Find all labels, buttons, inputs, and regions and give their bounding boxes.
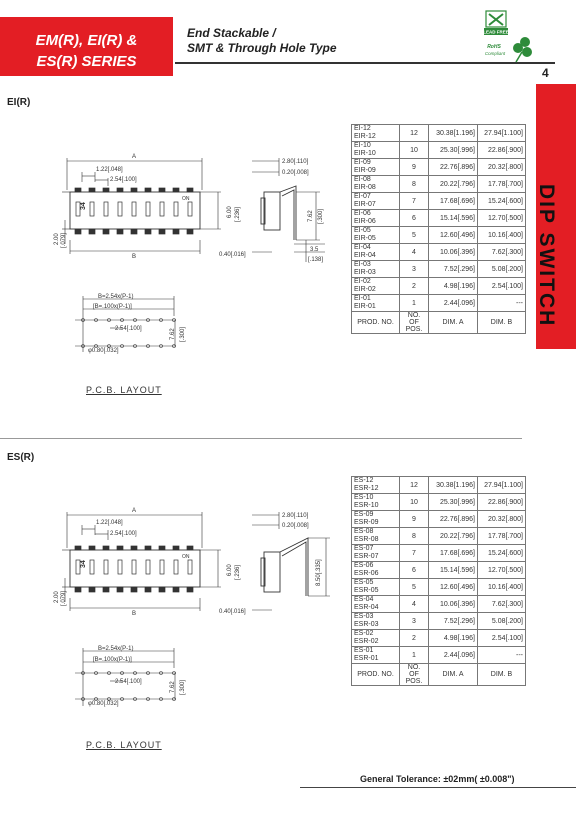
- header-positions: NO. OF POS.: [400, 664, 429, 686]
- prod-no: EIR-05: [354, 235, 376, 242]
- dim-a-cell: 20.22[.796]: [429, 176, 478, 193]
- es-dim-pitch-offset: 1.22[.048]: [96, 520, 123, 526]
- positions-cell: 10: [400, 142, 429, 159]
- ei-pcb-layout-label: P.C.B. LAYOUT: [86, 385, 162, 395]
- positions-cell: 2: [400, 630, 429, 647]
- header-dim-b: DIM. B: [478, 664, 526, 686]
- positions-cell: 10: [400, 494, 429, 511]
- compliant-text: Compliant: [484, 51, 506, 56]
- dim-a-cell: 4.98[.196]: [429, 278, 478, 295]
- dim-b-cell: 5.08[.200]: [478, 261, 526, 278]
- prod-no: ESR-04: [354, 604, 379, 611]
- positions-cell: 3: [400, 261, 429, 278]
- ei-pcb-row-spacing: 7.62: [170, 328, 176, 340]
- prod-no: ES-03: [354, 613, 374, 620]
- prod-no: EI-05: [354, 227, 371, 234]
- dim-b-cell: 17.78[.700]: [478, 176, 526, 193]
- dim-a-cell: 7.52[.296]: [429, 261, 478, 278]
- dim-b-cell: 7.62[.300]: [478, 244, 526, 261]
- prod-no: ES-07: [354, 545, 374, 552]
- prod-no: ES-04: [354, 596, 374, 603]
- prod-no: EI-04: [354, 244, 371, 251]
- positions-cell: 1: [400, 295, 429, 312]
- page-number: 4: [542, 66, 549, 80]
- prod-no: ESR-09: [354, 519, 379, 526]
- ei-pcb-hole: φ0.80[.032]: [88, 348, 119, 354]
- side-tab-label: DIP SWITCH: [535, 184, 558, 328]
- ei-dim-pin-length-in: [.138]: [308, 257, 324, 263]
- dim-b-cell: ---: [478, 647, 526, 664]
- ei-dim-standoff-in: [.079]: [61, 232, 67, 248]
- positions-cell: 5: [400, 579, 429, 596]
- es-dim-height: 6.00: [227, 564, 233, 576]
- prod-no: EI-12: [354, 125, 371, 132]
- ei-dim-side-tolerance: 0.20[.008]: [282, 170, 309, 176]
- dim-b-cell: 20.32[.800]: [478, 511, 526, 528]
- es-pcb-layout-label: P.C.B. LAYOUT: [86, 740, 162, 750]
- dim-b-cell: 15.24[.600]: [478, 193, 526, 210]
- prod-no: ES-01: [354, 647, 374, 654]
- es-on-label: ON: [182, 554, 190, 560]
- general-tolerance: General Tolerance: ±02mm( ±0.008"): [360, 774, 515, 784]
- ei-dim-pitch: 2.54[.100]: [110, 177, 137, 183]
- ei-on-label: ON: [182, 196, 190, 202]
- dim-a-cell: 15.14[.596]: [429, 210, 478, 227]
- dim-a-cell: 4.98[.196]: [429, 630, 478, 647]
- prod-no: ESR-01: [354, 655, 379, 662]
- positions-cell: 7: [400, 193, 429, 210]
- prod-no: EI-02: [354, 278, 371, 285]
- ei-dim-side-width: 2.80[.110]: [282, 159, 309, 165]
- dim-a-cell: 30.38[1.196]: [429, 125, 478, 142]
- prod-no: ES-09: [354, 511, 374, 518]
- prod-no: EIR-04: [354, 252, 376, 259]
- positions-cell: 2: [400, 278, 429, 295]
- es-dim-lead-thickness: 0.40[.016]: [219, 609, 246, 615]
- dim-b-cell: 20.32[.800]: [478, 159, 526, 176]
- dim-a-cell: 2.44[.096]: [429, 295, 478, 312]
- positions-cell: 4: [400, 596, 429, 613]
- ei-dim-b: B: [131, 254, 137, 260]
- positions-cell: 4: [400, 244, 429, 261]
- es-dim-side-tolerance: 0.20[.008]: [282, 523, 309, 529]
- dim-a-cell: 30.38[1.196]: [429, 477, 478, 494]
- dim-b-cell: 2.54[.100]: [478, 630, 526, 647]
- prod-no: ES-08: [354, 528, 374, 535]
- header-dim-b: DIM. B: [478, 312, 526, 334]
- rohs-text: RoHS: [487, 44, 501, 50]
- es-dim-height-in: [.236]: [235, 564, 241, 580]
- dim-a-cell: 22.76[.896]: [429, 511, 478, 528]
- prod-no: EI-07: [354, 193, 371, 200]
- ei-pcb-formula: B=2.54x(P-1): [98, 294, 134, 300]
- dim-a-cell: 25.30[.996]: [429, 142, 478, 159]
- dim-a-cell: 17.68[.696]: [429, 193, 478, 210]
- ei-dim-a: A: [131, 154, 137, 160]
- dim-b-cell: 12.70[.500]: [478, 210, 526, 227]
- dim-b-cell: 15.24[.600]: [478, 545, 526, 562]
- positions-cell: 8: [400, 176, 429, 193]
- dim-b-cell: 10.16[.400]: [478, 579, 526, 596]
- ei-dim-lead-span: 7.62: [308, 210, 314, 222]
- ei-dim-lead-span-in: [.300]: [318, 208, 324, 224]
- prod-no: ES-10: [354, 494, 374, 501]
- prod-no: EIR-10: [354, 150, 376, 157]
- dim-b-cell: 27.94[1.100]: [478, 477, 526, 494]
- dim-a-cell: 22.76[.896]: [429, 159, 478, 176]
- prod-no: EIR-09: [354, 167, 376, 174]
- positions-cell: 7: [400, 545, 429, 562]
- prod-no: EIR-06: [354, 218, 376, 225]
- prod-no: EIR-03: [354, 269, 376, 276]
- es-dim-side-width: 2.80[.110]: [282, 513, 309, 519]
- prod-no: EIR-02: [354, 286, 376, 293]
- ei-dim-pin-length: 3.5: [310, 247, 319, 253]
- es-dim-lead-span: 8.50[.335]: [316, 559, 322, 586]
- dim-a-cell: 7.52[.296]: [429, 613, 478, 630]
- footer-rule: [300, 787, 576, 788]
- es-dim-standoff-in: [.079]: [61, 590, 67, 606]
- header-prod-no: PROD. NO.: [352, 664, 400, 686]
- es-dim-pitch: 2.54[.100]: [110, 531, 137, 537]
- positions-cell: 5: [400, 227, 429, 244]
- ei-switch-bodies: [75, 188, 193, 234]
- dim-a-cell: 20.22[.796]: [429, 528, 478, 545]
- header-dim-a: DIM. A: [429, 664, 478, 686]
- positions-cell: 3: [400, 613, 429, 630]
- prod-no: EIR-12: [354, 133, 376, 140]
- header-dim-a: DIM. A: [429, 312, 478, 334]
- prod-no: EI-01: [354, 295, 371, 302]
- es-dim-a: A: [131, 508, 137, 514]
- lead-free-text: LEAD FREE: [483, 29, 509, 35]
- dim-a-cell: 15.14[.596]: [429, 562, 478, 579]
- prod-no: ES-02: [354, 630, 374, 637]
- prod-no: ESR-08: [354, 536, 379, 543]
- es-pcb-formula: B=2.54x(P-1): [98, 646, 134, 652]
- es-pcb-formula-in: [B=.100x(P-1)]: [93, 657, 132, 663]
- positions-cell: 6: [400, 210, 429, 227]
- prod-no: ESR-10: [354, 502, 379, 509]
- es-dim-standoff: 2.00: [54, 591, 60, 603]
- prod-no: EI-06: [354, 210, 371, 217]
- es-pcb-pitch: 2.54[.100]: [115, 679, 142, 685]
- dim-b-cell: 17.78[.700]: [478, 528, 526, 545]
- es-pcb-row-spacing-in: [.300]: [180, 679, 186, 695]
- prod-no: EI-03: [354, 261, 371, 268]
- prod-no: EI-08: [354, 176, 371, 183]
- dim-a-cell: 12.60[.496]: [429, 227, 478, 244]
- prod-no: ES-06: [354, 562, 374, 569]
- dim-a-cell: 17.68[.696]: [429, 545, 478, 562]
- prod-no: ESR-12: [354, 485, 379, 492]
- positions-cell: 9: [400, 511, 429, 528]
- prod-no: ES-05: [354, 579, 374, 586]
- page-title-line1: End Stackable /: [187, 26, 276, 40]
- ei-switch-number: 34: [80, 202, 87, 210]
- es-switch-bodies: [75, 546, 193, 592]
- ei-dim-pitch-offset: 1.22[.048]: [96, 167, 123, 173]
- dim-b-cell: 2.54[.100]: [478, 278, 526, 295]
- dim-b-cell: 5.08[.200]: [478, 613, 526, 630]
- series-title-line2: ES(R) SERIES: [36, 53, 137, 70]
- dim-a-cell: 10.06[.396]: [429, 596, 478, 613]
- prod-no: EIR-08: [354, 184, 376, 191]
- es-dim-b: B: [131, 611, 137, 617]
- dim-b-cell: 7.62[.300]: [478, 596, 526, 613]
- positions-cell: 9: [400, 159, 429, 176]
- prod-no: ESR-07: [354, 553, 379, 560]
- prod-no: EIR-07: [354, 201, 376, 208]
- ei-dim-lead-thickness: 0.40[.016]: [219, 252, 246, 258]
- positions-cell: 6: [400, 562, 429, 579]
- dim-a-cell: 25.30[.996]: [429, 494, 478, 511]
- page-title-line2: SMT & Through Hole Type: [187, 41, 337, 55]
- ei-pcb-formula-in: [B=.100x(P-1)]: [93, 304, 132, 310]
- dim-a-cell: 10.06[.396]: [429, 244, 478, 261]
- section-label-ei: EI(R): [7, 97, 31, 108]
- dim-a-cell: 2.44[.096]: [429, 647, 478, 664]
- prod-no: ESR-03: [354, 621, 379, 628]
- es-pcb-row-spacing: 7.62: [170, 681, 176, 693]
- ei-dim-height-in: [.236]: [235, 206, 241, 222]
- dim-b-cell: 12.70[.500]: [478, 562, 526, 579]
- prod-no: ES-12: [354, 477, 374, 484]
- ei-pcb-pitch: 2.54[.100]: [115, 326, 142, 332]
- dim-b-cell: 22.86[.900]: [478, 494, 526, 511]
- dim-b-cell: 10.16[.400]: [478, 227, 526, 244]
- positions-cell: 1: [400, 647, 429, 664]
- dim-a-cell: 12.60[.496]: [429, 579, 478, 596]
- section-label-es: ES(R): [7, 452, 35, 463]
- prod-no: EI-10: [354, 142, 371, 149]
- dim-b-cell: 22.86[.900]: [478, 142, 526, 159]
- positions-cell: 12: [400, 125, 429, 142]
- es-pcb-hole: φ0.80[.032]: [88, 701, 119, 707]
- prod-no: EI-09: [354, 159, 371, 166]
- es-switch-number: 34: [80, 560, 87, 568]
- dim-b-cell: ---: [478, 295, 526, 312]
- header-positions: NO. OF POS.: [400, 312, 429, 334]
- ei-pcb-row-spacing-in: [.300]: [180, 326, 186, 342]
- ei-dim-standoff: 2.00: [54, 233, 60, 245]
- header-prod-no: PROD. NO.: [352, 312, 400, 334]
- series-title-line1: EM(R), EI(R) &: [35, 32, 138, 49]
- dim-b-cell: 27.94[1.100]: [478, 125, 526, 142]
- positions-cell: 12: [400, 477, 429, 494]
- prod-no: ESR-02: [354, 638, 379, 645]
- prod-no: ESR-05: [354, 587, 379, 594]
- prod-no: ESR-06: [354, 570, 379, 577]
- positions-cell: 8: [400, 528, 429, 545]
- ei-dim-height: 6.00: [227, 206, 233, 218]
- prod-no: EIR-01: [354, 303, 376, 310]
